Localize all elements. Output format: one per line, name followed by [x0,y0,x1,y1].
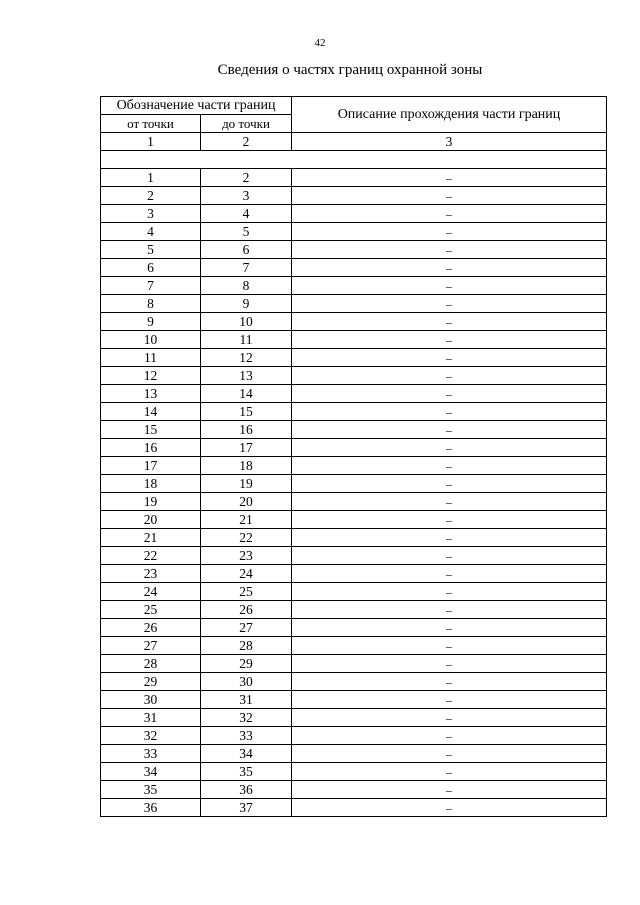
column-number-2: 2 [201,133,292,151]
from-point-cell: 5 [101,241,201,259]
to-point-cell: 25 [201,583,292,601]
from-point-cell: 35 [101,781,201,799]
description-cell: – [292,691,607,709]
description-cell: – [292,295,607,313]
table-row [101,403,607,421]
table-row [101,223,607,241]
from-point-cell: 22 [101,547,201,565]
table-row [101,529,607,547]
to-point-cell: 9 [201,295,292,313]
table-row [101,313,607,331]
to-point-cell: 27 [201,619,292,637]
table-row [101,565,607,583]
to-point-cell: 2 [201,169,292,187]
description-cell: – [292,205,607,223]
table-row [101,547,607,565]
table-row [101,655,607,673]
from-point-cell: 29 [101,673,201,691]
table-row [101,691,607,709]
to-point-cell: 34 [201,745,292,763]
from-point-cell: 8 [101,295,201,313]
to-point-cell: 14 [201,385,292,403]
to-point-cell: 17 [201,439,292,457]
to-point-cell: 35 [201,763,292,781]
to-point-cell: 5 [201,223,292,241]
description-cell: – [292,385,607,403]
table-row [101,457,607,475]
description-cell: – [292,169,607,187]
to-point-cell: 32 [201,709,292,727]
to-point-cell: 16 [201,421,292,439]
description-cell: – [292,331,607,349]
from-point-cell: 7 [101,277,201,295]
table-row [101,205,607,223]
description-cell: – [292,511,607,529]
description-cell: – [292,493,607,511]
from-point-cell: 1 [101,169,201,187]
from-point-cell: 30 [101,691,201,709]
to-point-cell: 8 [201,277,292,295]
from-point-cell: 18 [101,475,201,493]
description-cell: – [292,709,607,727]
to-point-cell: 13 [201,367,292,385]
description-cell: – [292,727,607,745]
from-point-cell: 16 [101,439,201,457]
description-cell: – [292,673,607,691]
table-row [101,511,607,529]
to-point-cell: 12 [201,349,292,367]
description-cell: – [292,583,607,601]
description-cell: – [292,277,607,295]
description-cell: – [292,799,607,817]
table-row [101,745,607,763]
to-point-cell: 4 [201,205,292,223]
from-point-cell: 4 [101,223,201,241]
from-point-cell: 9 [101,313,201,331]
from-point-cell: 33 [101,745,201,763]
from-point-cell: 32 [101,727,201,745]
spacer-cell [101,151,607,169]
to-point-cell: 22 [201,529,292,547]
to-point-cell: 6 [201,241,292,259]
description-cell: – [292,421,607,439]
table-row [101,187,607,205]
description-cell: – [292,457,607,475]
description-cell: – [292,475,607,493]
from-point-cell: 6 [101,259,201,277]
to-point-cell: 26 [201,601,292,619]
table-row [101,349,607,367]
description-cell: – [292,403,607,421]
table-row [101,385,607,403]
to-point-cell: 28 [201,637,292,655]
boundary-parts-table [100,96,607,817]
from-point-cell: 26 [101,619,201,637]
description-cell: – [292,367,607,385]
table-row [101,619,607,637]
column-number-1: 1 [101,133,201,151]
to-point-cell: 33 [201,727,292,745]
description-cell: – [292,619,607,637]
from-point-cell: 14 [101,403,201,421]
description-cell: – [292,223,607,241]
header-boundary-designation: Обозначение части границ [101,97,292,115]
table-row [101,295,607,313]
to-point-cell: 3 [201,187,292,205]
description-cell: – [292,547,607,565]
to-point-cell: 31 [201,691,292,709]
to-point-cell: 18 [201,457,292,475]
table-row [101,673,607,691]
table-row [101,601,607,619]
description-cell: – [292,745,607,763]
description-cell: – [292,439,607,457]
description-cell: – [292,187,607,205]
from-point-cell: 31 [101,709,201,727]
description-cell: – [292,565,607,583]
from-point-cell: 28 [101,655,201,673]
from-point-cell: 3 [101,205,201,223]
to-point-cell: 15 [201,403,292,421]
column-number-3: 3 [292,133,607,151]
table-row [101,727,607,745]
column-number-row [101,133,607,151]
to-point-cell: 23 [201,547,292,565]
table-row [101,439,607,457]
from-point-cell: 25 [101,601,201,619]
from-point-cell: 13 [101,385,201,403]
header-description: Описание прохождения части границ [292,97,607,133]
from-point-cell: 27 [101,637,201,655]
description-cell: – [292,637,607,655]
table-row [101,367,607,385]
to-point-cell: 20 [201,493,292,511]
from-point-cell: 17 [101,457,201,475]
from-point-cell: 20 [101,511,201,529]
description-cell: – [292,763,607,781]
description-cell: – [292,241,607,259]
table-row [101,421,607,439]
to-point-cell: 11 [201,331,292,349]
table-row [101,709,607,727]
table-row [101,493,607,511]
description-cell: – [292,529,607,547]
table-row [101,331,607,349]
to-point-cell: 24 [201,565,292,583]
header-to-point: до точки [201,115,292,133]
table-row [101,277,607,295]
description-cell: – [292,781,607,799]
to-point-cell: 19 [201,475,292,493]
to-point-cell: 10 [201,313,292,331]
from-point-cell: 24 [101,583,201,601]
from-point-cell: 19 [101,493,201,511]
header-row [101,97,607,115]
to-point-cell: 21 [201,511,292,529]
document-title: Сведения о частях границ охранной зоны [217,62,483,78]
from-point-cell: 23 [101,565,201,583]
table-row [101,259,607,277]
from-point-cell: 36 [101,799,201,817]
spacer-row [101,151,607,169]
description-cell: – [292,349,607,367]
table-row [101,763,607,781]
to-point-cell: 36 [201,781,292,799]
from-point-cell: 11 [101,349,201,367]
from-point-cell: 21 [101,529,201,547]
table-row [101,637,607,655]
table-row [101,241,607,259]
header-from-point: от точки [101,115,201,133]
table-row [101,781,607,799]
table-row [101,583,607,601]
from-point-cell: 12 [101,367,201,385]
to-point-cell: 7 [201,259,292,277]
from-point-cell: 15 [101,421,201,439]
table-row [101,169,607,187]
to-point-cell: 30 [201,673,292,691]
description-cell: – [292,655,607,673]
to-point-cell: 29 [201,655,292,673]
description-cell: – [292,601,607,619]
table-row [101,475,607,493]
from-point-cell: 10 [101,331,201,349]
to-point-cell: 37 [201,799,292,817]
table-row [101,799,607,817]
from-point-cell: 2 [101,187,201,205]
from-point-cell: 34 [101,763,201,781]
page-number: 42 [314,37,326,49]
description-cell: – [292,259,607,277]
description-cell: – [292,313,607,331]
